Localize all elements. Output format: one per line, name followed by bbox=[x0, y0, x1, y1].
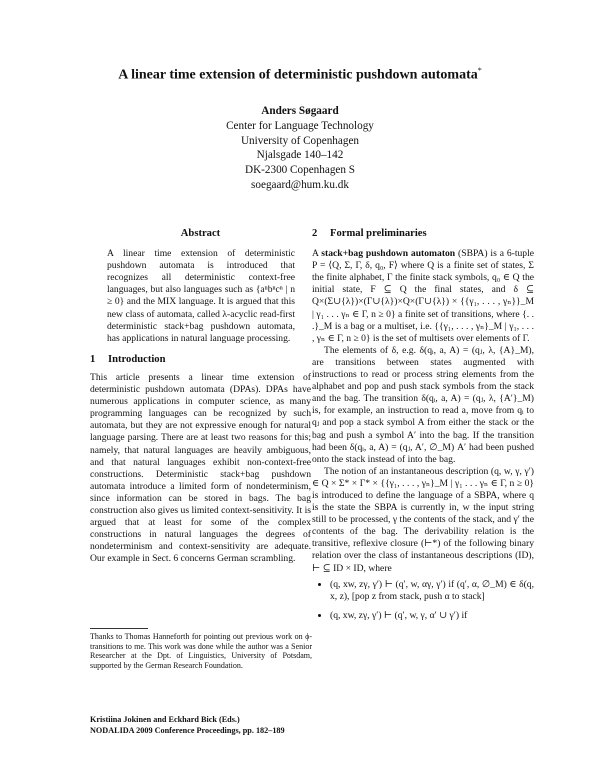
section-heading-introduction bbox=[90, 354, 311, 366]
affiliation-line: Njalsgade 140–142 bbox=[256, 149, 344, 162]
proceedings-citation: NODALIDA 2009 Conference Proceedings, pp. 182–189 bbox=[90, 726, 285, 735]
footnote: Thanks to Thomas Hanneforth for pointing out previous work on ϕ-transitions to me. This work was done while the author was a Senior Researcher at the Dpt. of Linguistics, University of Potsdam, supported by the German Research Foundation. bbox=[90, 632, 312, 671]
description-paragraph: The notion of an instantaneous description (q, w, γ, γ′) ∈ Q × Σ* × Γ* × {{γ₁, . . . , γₙ}_M | γ₁ . . . γₙ ∈ Γ, n ≥ 0} is introduced to define the language of a SBPA, where q is the state the SBPA is currently in, w the input string still to be processed, γ the contents of the stack, and γ′ the contents of the bag. The derivability relation is the transitive, reflexive closure (⊢*) of the following binary relation over the class of instantaneous descriptions (ID), ⊢ ⊆ ID × ID, where bbox=[312, 465, 534, 574]
relation-list bbox=[312, 579, 534, 622]
section-title: Introduction bbox=[108, 353, 166, 365]
section-title: Formal preliminaries bbox=[330, 228, 427, 239]
proceedings-info bbox=[90, 714, 285, 736]
abstract-heading: Abstract bbox=[180, 228, 221, 239]
definition-paragraph: A stack+bag pushdown automaton (SBPA) is a 6-tuple P = ⟨Q, Σ, Γ, δ, q₀, F⟩ where Q is a finite set of states, Σ the finite alphabet, Γ the finite stack symbols, q₀ ∈ Q the initial state, F ⊆ Q the final states, and δ ⊆ Q×(Σ∪{λ})×(Γ∪{λ})×Q×(Γ∪{λ}) × {{γ₁, . . . , γₙ}}_M | γ₁ . . . γₙ ∈ Γ, n ≥ 0} a finite set of transitions, where {. . .}_M is a bag or a multiset, i.e. {{γ₁, . . . , γₙ}_M | γ₁, . . . , γₙ ∈ Γ, n ≥ 0} is the set of multisets over elements of Γ. bbox=[312, 248, 535, 344]
affiliation-line: Center for Language Technology bbox=[226, 119, 374, 132]
section-heading-formal-preliminaries bbox=[312, 228, 534, 240]
abstract-text: A linear time extension of deterministic pushdown automata is introduced that recognizes all deterministic context-free languages, but also languages such as {aⁿbⁿcⁿ | n ≥ 0} and the MIX language. It is argued that this new class of automata, called λ-acyclic read-first deterministic stack+bag pushdown automata, has applications in natural language processing. bbox=[107, 248, 295, 344]
transitions-paragraph: The elements of δ, e.g. δ(qᵢ, a, A) = (qⱼ, λ, {A}_M), are transitions between states augmented with instructions to read or process string elements from the alphabet and pop and push stack symbols from the stack and the bag. The transition δ(qᵢ, a, A) = (qⱼ, λ, {A′}_M) is, for example, an instruction to read a, move from qᵢ to qⱼ and pop a stack symbol A from either the stack or the bag and push a symbol A′ into the bag. If the transition had been δ(qᵢ, a, A) = (qⱼ, A′, ∅_M) A′ had been pushed onto the stack instead of into the bag. bbox=[312, 344, 534, 465]
left-column bbox=[90, 228, 311, 565]
proceedings-editors: Kristiina Jokinen and Eckhard Bick (Eds.) bbox=[90, 715, 240, 724]
affiliation-line: DK-2300 Copenhagen S bbox=[245, 164, 355, 177]
paper-title: A linear time extension of deterministic pushdown automata* bbox=[118, 66, 482, 83]
list-item: • (q, xw, zγ, γ′) ⊢ (q′, w, αγ, γ′) if (q′, α, ∅_M) ∈ δ(q, x, z), [pop z from stack, push α to stack] bbox=[330, 579, 534, 603]
affiliation-line: University of Copenhagen bbox=[240, 134, 360, 147]
section-number: 2 bbox=[312, 228, 318, 239]
author-block bbox=[0, 104, 600, 193]
section-number: 1 bbox=[90, 353, 96, 365]
author-email: soegaard@hum.ku.dk bbox=[251, 178, 349, 191]
list-item: • (q, xw, zγ, γ′) ⊢ (q′, w, γ, α′ ∪ γ′) if bbox=[330, 610, 534, 622]
author-name: Anders Søgaard bbox=[261, 105, 339, 117]
title-footnote-mark: * bbox=[477, 66, 482, 75]
right-column bbox=[312, 228, 534, 629]
defined-term: stack+bag pushdown automaton bbox=[321, 248, 456, 260]
footnote-rule bbox=[90, 628, 148, 629]
introduction-text: This article presents a linear time extension of deterministic pushdown automata (DPAs). DPAs have numerous applications in computer science, as many programming languages can be recognized by such automata, but they are not expressive enough for natural language parsing. There are at least two reasons for this; namely, that natural languages are heavily ambiguous, and that natural languages exhibit non-context-free constructions. Deterministic stack+bag pushdown automata introduce a limited form of nondeterminism, since information can be stored in bags. The bag construction also gives us limited context-sensitivity. It is argued that at least for some of the complex constructions in natural languages the degrees of nondeterminism and context-sensitivity are adequate. Our example in Sect. 6 concerns German scrambling. bbox=[90, 371, 311, 565]
